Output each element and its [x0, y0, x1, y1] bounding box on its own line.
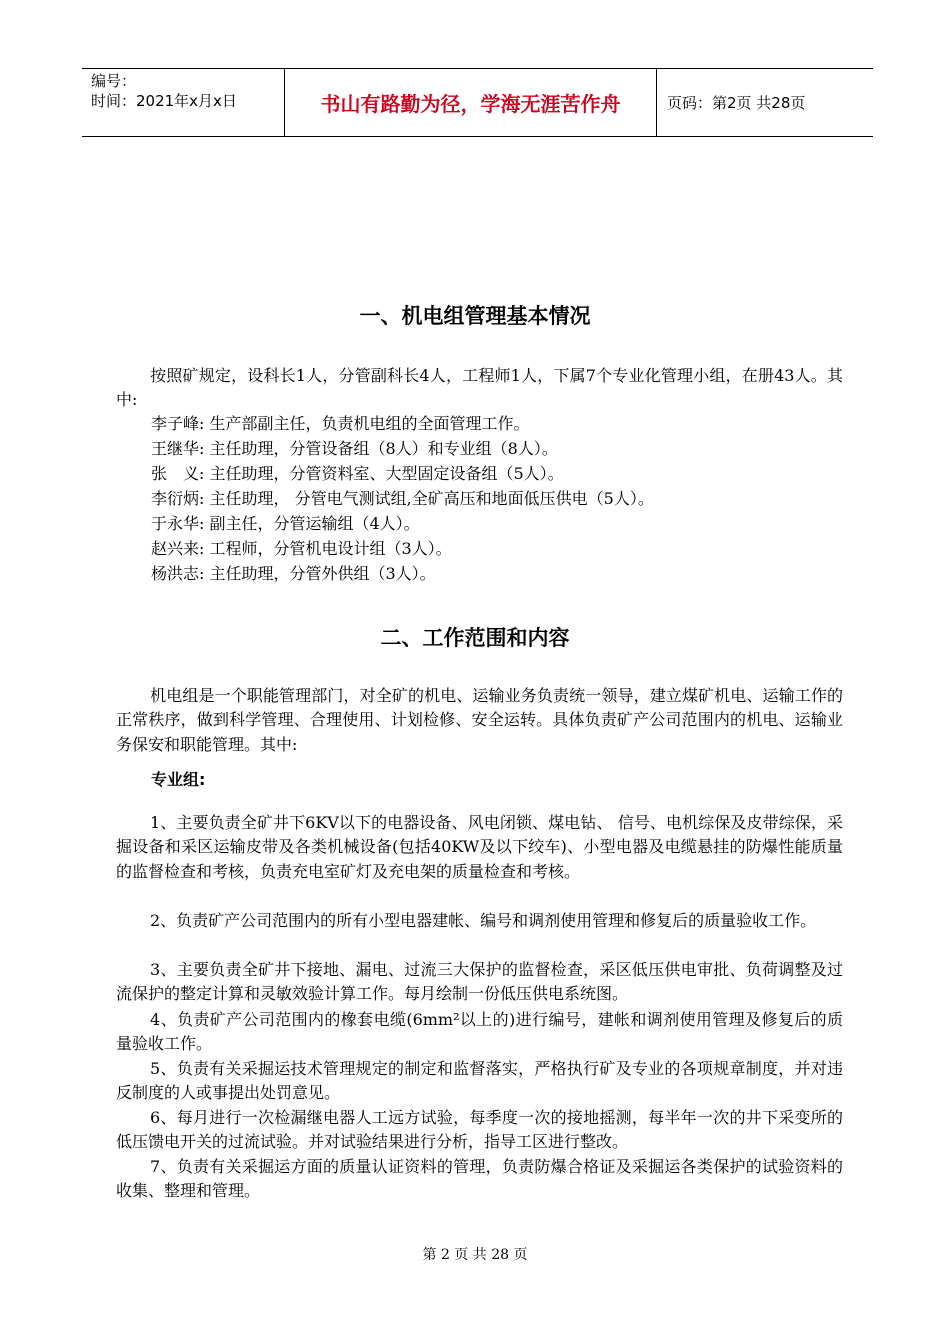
list-item	[116, 1106, 843, 1155]
page-footer: 第 2 页 共 28 页	[422, 1247, 528, 1263]
list-item	[116, 909, 843, 933]
list-item-text: 5、负责有关采掘运技术管理规定的制定和监督落实，严格执行矿及专业的各项规章制度，并对违反制度的人或事提出处罚意见。	[116, 1059, 843, 1103]
list-item	[116, 1008, 843, 1057]
page-header	[82, 68, 873, 137]
header-motto: 书山有路勤为径，学海无涯苦作舟	[285, 69, 657, 136]
staff-line: 王继华: 主任助理，分管设备组（8人）和专业组（8人）。	[151, 439, 558, 458]
staff-line: 李衍炳: 主任助理， 分管电气测试组,全矿高压和地面低压供电（5人）。	[151, 489, 654, 508]
list-item-text: 3、主要负责全矿井下接地、漏电、过流三大保护的监督检查，采区低压供电审批、负荷调整及过流保护的整定计算和灵敏效验计算工作。每月绘制一份低压供电系统图。	[116, 960, 843, 1004]
staff-line: 于永华: 副主任，分管运输组（4人）。	[151, 514, 420, 533]
staff-line: 赵兴来: 工程师，分管机电设计组（3人）。	[151, 539, 452, 558]
subheading-professional-group: 专业组:	[151, 770, 206, 789]
list-item	[116, 811, 843, 884]
section1-intro	[116, 364, 843, 413]
list-item	[116, 1155, 843, 1204]
time-label: 时间：2021年x月x日	[91, 92, 237, 110]
staff-line: 李子峰: 生产部副主任，负责机电组的全面管理工作。	[151, 414, 530, 433]
staff-line: 杨洪志: 主任助理，分管外供组（3人）。	[151, 564, 436, 583]
list-item-text: 1、主要负责全矿井下6KV以下的电器设备、风电闭锁、煤电钻、 信号、电机综保及皮带综保，采掘设备和采区运输皮带及各类机械设备(包括40KW及以下绞车)、小型电器及电缆悬挂的防爆性能质量的监督检查和考核，负责充电室矿灯及充电架的质量检查和考核。	[116, 813, 843, 881]
number-label: 编号：	[91, 72, 137, 90]
section-title-scope: 二、工作范围和内容	[380, 626, 570, 650]
list-item-text: 6、每月进行一次检漏继电器人工远方试验，每季度一次的接地摇测，每半年一次的井下采变所的低压馈电开关的过流试验。并对试验结果进行分析，指导工区进行整改。	[116, 1108, 843, 1152]
header-page-label: 页码：第2页 共28页	[667, 94, 806, 112]
list-item	[116, 1057, 843, 1106]
list-item-text: 7、负责有关采掘运方面的质量认证资料的管理，负责防爆合格证及采掘运各类保护的试验资料的收集、整理和管理。	[116, 1157, 843, 1201]
header-meta	[82, 69, 285, 136]
staff-line: 张 义: 主任助理，分管资料室、大型固定设备组（5人）。	[151, 464, 564, 483]
list-item-text: 2、负责矿产公司范围内的所有小型电器建帐、编号和调剂使用管理和修复后的质量验收工作。	[150, 911, 817, 930]
section2-intro-text: 机电组是一个职能管理部门，对全矿的机电、运输业务负责统一领导，建立煤矿机电、运输工作的正常秩序，做到科学管理、合理使用、计划检修、安全运转。具体负责矿产公司范围内的机电、运输业务保安和职能管理。其中:	[116, 686, 843, 754]
list-item-text: 4、负责矿产公司范围内的橡套电缆(6mm²以上的)进行编号，建帐和调剂使用管理及修复后的质量验收工作。	[116, 1010, 843, 1054]
list-item	[116, 958, 843, 1007]
section2-intro	[116, 684, 843, 757]
section-title-basic-info: 一、机电组管理基本情况	[359, 304, 591, 328]
section1-intro-text: 按照矿规定，设科长1人，分管副科长4人，工程师1人，下属7个专业化管理小组，在册43人。其中:	[116, 366, 843, 410]
